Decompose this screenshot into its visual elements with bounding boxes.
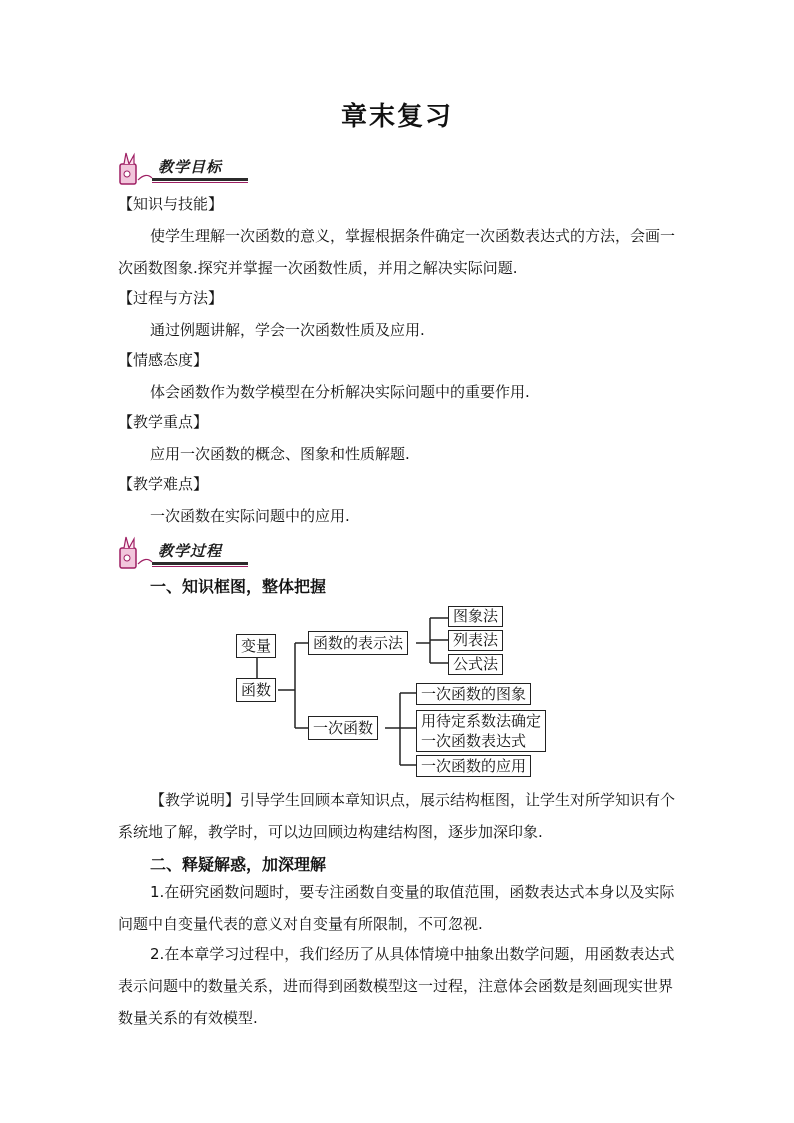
section-2-item-2: 2.在本章学习过程中，我们经历了从具体情境中抽象出数学问题，用函数表达式表示问题中的数量关系，进而得到函数模型这一过程，注意体会函数是刻画现实世界数量关系的有效模型. — [118, 945, 675, 1027]
knowledge-structure-diagram — [230, 600, 570, 785]
process-heading: 【过程与方法】 — [118, 289, 224, 307]
key-point-text: 应用一次函数的概念、图象和性质解题. — [150, 445, 410, 463]
teaching-explanation: 【教学说明】引导学生回顾本章知识点，展示结构框图，让学生对所学知识有个系统地了解，教学时，可以边回顾边构建结构图，逐步加深印象. — [118, 791, 676, 841]
banner-underline-accent — [152, 182, 248, 183]
variable-node: 变量 — [236, 634, 276, 658]
undetermined-line-1: 用待定系数法确定 — [421, 712, 542, 730]
banner-underline — [152, 178, 248, 181]
knowledge-text: 使学生理解一次函数的意义，掌握根据条件确定一次函数表达式的方法，会画一次函数图象.探究并掌握一次函数性质，并用之解决实际问题. — [118, 227, 676, 277]
teaching-process-banner — [118, 534, 248, 570]
difficult-point-heading: 【教学难点】 — [118, 475, 209, 493]
banner-label: 教学过程 — [158, 542, 223, 560]
linear-application-node: 一次函数的应用 — [416, 755, 531, 777]
linear-graph-node: 一次函数的图象 — [416, 683, 531, 705]
banner-label: 教学目标 — [158, 158, 223, 176]
knowledge-heading: 【知识与技能】 — [118, 195, 224, 213]
linear-function-node: 一次函数 — [308, 716, 378, 740]
difficult-point-text: 一次函数在实际问题中的应用. — [150, 507, 350, 525]
teaching-goals-banner — [118, 150, 248, 186]
undetermined-coefficient-node — [416, 710, 546, 752]
table-method-node: 列表法 — [448, 630, 503, 651]
page-title: 章末复习 — [340, 102, 453, 132]
process-text: 通过例题讲解，学会一次函数性质及应用. — [150, 321, 425, 339]
formula-method-node: 公式法 — [448, 654, 503, 675]
section-2-item-1: 1.在研究函数问题时，要专注函数自变量的取值范围，函数表达式本身以及实际问题中自变量代表的意义对自变量有所限制，不可忽视. — [118, 883, 675, 933]
undetermined-line-2: 一次函数表达式 — [421, 732, 527, 750]
graph-method-node: 图象法 — [448, 606, 503, 627]
key-point-heading: 【教学重点】 — [118, 413, 209, 431]
section-2-title: 二、释疑解惑，加深理解 — [150, 855, 327, 874]
representation-node: 函数的表示法 — [308, 631, 408, 655]
attitude-heading: 【情感态度】 — [118, 351, 209, 369]
section-1-title: 一、知识框图，整体把握 — [150, 577, 327, 596]
banner-underline — [152, 562, 248, 565]
function-node: 函数 — [236, 678, 276, 702]
attitude-text: 体会函数作为数学模型在分析解决实际问题中的重要作用. — [150, 383, 530, 401]
banner-underline-accent — [152, 566, 248, 567]
